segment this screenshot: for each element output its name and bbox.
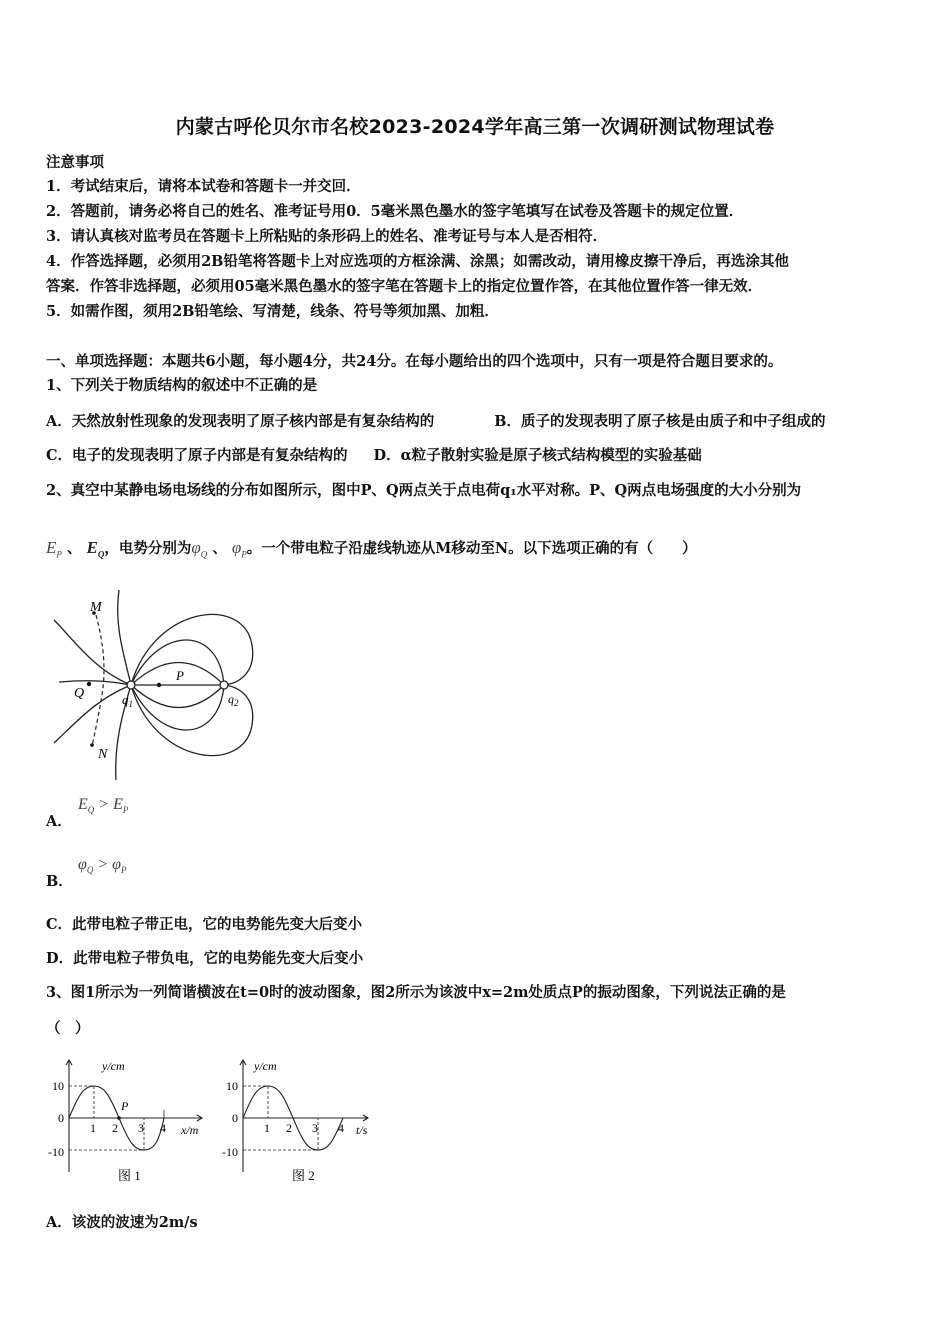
fig2-tick: 3 <box>312 1121 318 1135</box>
fig1-point-p: P <box>121 1099 129 1113</box>
note-item: 答案．作答非选择题，必须用05毫米黑色墨水的签字笔在答题卡上的指定位置作答，在其他位置作答一律无效． <box>46 278 763 295</box>
eq-symbol: $E_Q$ <box>86 538 105 560</box>
q3-option-a: A．该波的波速为2m/s <box>46 1214 198 1231</box>
page-title: 内蒙古呼伦贝尔市名校2023-2024学年高三第一次调研测试物理试卷 <box>175 116 775 138</box>
fig2-caption: 图 2 <box>292 1168 315 1183</box>
fig1-y-top: 10 <box>52 1079 64 1093</box>
question-3-stem: 3、图1所示为一列简谐横波在t=0时的波动图象，图2所示为该波中x=2m处质点P的振动图象，下列说法正确的是 <box>46 984 786 1001</box>
phi-q-symbol: $\varphi_Q$ <box>191 538 208 560</box>
question-2-stem-line2: $E_P$ 、 $E_Q$，电势分别为$\varphi_Q$ 、 $\varphi_P$。一个带电粒子沿虚线轨迹从M移动至N。以下选项正确的有（ ） <box>46 538 697 560</box>
q2-option-d: D．此带电粒子带负电，它的电势能先变大后变小 <box>46 950 364 967</box>
q2-option-a-math: $E_Q > E_P$ <box>78 796 129 816</box>
label-q2: $q_2$ <box>228 692 239 708</box>
ep-symbol: $E_P$ <box>46 538 62 560</box>
notes-heading: 注意事项 <box>46 154 104 171</box>
question-3-stem-line2: （ ） <box>46 1020 90 1037</box>
fig1-tick: 2 <box>112 1121 118 1135</box>
wave-graph-figure-1 <box>44 1052 214 1187</box>
fig2-origin: 0 <box>232 1111 238 1125</box>
fig1-tick: 1 <box>90 1121 96 1135</box>
note-item: 2．答题前，请务必将自己的姓名、准考证号用0．5毫米黑色墨水的签字笔填写在试卷及答题卡的规定位置． <box>46 203 744 220</box>
note-item: 1．考试结束后，请将本试卷和答题卡一并交回． <box>46 178 361 195</box>
note-item: 3．请认真核对监考员在答题卡上所粘贴的条形码上的姓名、准考证号与本人是否相符． <box>46 228 608 245</box>
q1-option-a: A．天然放射性现象的发现表明了原子核内部是有复杂结构的 <box>46 413 435 430</box>
fig2-tick: 1 <box>264 1121 270 1135</box>
q1-option-c: C．电子的发现表明了原子内部是有复杂结构的 <box>46 447 348 464</box>
q1-option-b: B．质子的发现表明了原子核是由质子和中子组成的 <box>494 413 826 430</box>
label-q1: $q_1$ <box>122 692 133 709</box>
fig1-xlabel: x/m <box>181 1123 199 1137</box>
fig1-tick: 4 <box>160 1121 166 1135</box>
q2-option-b-label: B． <box>46 873 73 890</box>
label-p: P <box>176 668 184 683</box>
fig1-ylabel: y/cm <box>102 1059 125 1073</box>
field-lines-figure <box>44 585 274 785</box>
fig2-tick: 4 <box>338 1121 344 1135</box>
note-item: 4．作答选择题，必须用2B铅笔将答题卡上对应选项的方框涂满、涂黑；如需改动，请用橡皮擦干净后，再选涂其他 <box>46 253 789 270</box>
question-1-stem: 1、下列关于物质结构的叙述中不正确的是 <box>46 377 318 394</box>
fig2-tick: 2 <box>286 1121 292 1135</box>
note-item: 5．如需作图，须用2B铅笔绘、写清楚，线条、符号等须加黑、加粗． <box>46 303 499 320</box>
phi-p-symbol: $\varphi_P$ <box>231 538 247 560</box>
q2-option-a-label: A． <box>46 813 72 830</box>
fig1-tick: 3 <box>138 1121 144 1135</box>
question-2-stem: 2、真空中某静电场电场线的分布如图所示，图中P、Q两点关于点电荷q₁水平对称。P、Q两点电场强度的大小分别为 <box>46 482 802 499</box>
label-n: N <box>98 747 108 762</box>
fig2-y-top: 10 <box>226 1079 238 1093</box>
fig2-y-bottom: -10 <box>222 1145 238 1159</box>
label-m: M <box>90 600 102 615</box>
fig1-y-bottom: -10 <box>48 1145 64 1159</box>
fig2-xlabel: t/s <box>356 1123 368 1137</box>
fig1-caption: 图 1 <box>118 1168 141 1183</box>
fig2-ylabel: y/cm <box>254 1059 277 1073</box>
q2-option-b-math: $\varphi_Q > \varphi_P$ <box>78 856 127 876</box>
question-1-options-row2 <box>46 446 702 466</box>
q1-option-d: D．α粒子散射实验是原子核式结构模型的实验基础 <box>373 447 702 464</box>
section-heading: 一、单项选择题：本题共6小题，每小题4分，共24分。在每小题给出的四个选项中，只有一项是符合题目要求的。 <box>46 353 783 370</box>
question-1-options-row1 <box>46 412 826 432</box>
fig1-origin: 0 <box>58 1111 64 1125</box>
q2-option-c: C．此带电粒子带正电，它的电势能先变大后变小 <box>46 916 363 933</box>
label-q: Q <box>74 686 85 701</box>
vibration-graph-figure-2 <box>218 1052 388 1187</box>
